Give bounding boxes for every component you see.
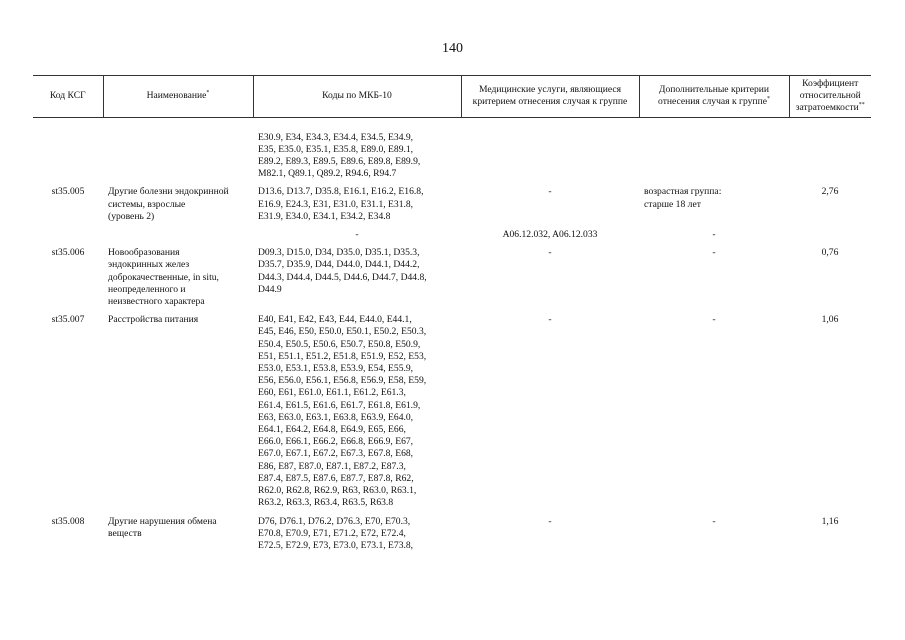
table-row xyxy=(33,132,871,181)
page-number: 140 xyxy=(442,41,463,56)
header-icd: Коды по МКБ-10 xyxy=(253,76,461,118)
extra-criteria: - xyxy=(712,229,716,241)
table-row xyxy=(33,180,871,223)
ksg-table xyxy=(33,75,871,552)
header-coef: Коэффициент относительной затратоемкости** xyxy=(789,76,871,118)
table-row xyxy=(33,241,871,308)
ksg-code: st35.006 xyxy=(51,247,85,259)
ksg-name: Другие болезни эндокринной системы, взрослые (уровень 2) xyxy=(108,186,229,222)
medical-services: A06.12.032, A06.12.033 xyxy=(502,229,598,241)
icd-codes: E40, E41, E42, E43, E44, E44.0, E44.1, E45, E46, E50, E50.0, E50.1, E50.2, E50.3, E50.4, E50.5, E50.6, E50.7, E50.8, E50.9, E51, E51.1, E51.2, E51.8, E51.9, E52, E53, E53.0, E53.1, E53.8, E53.9, E54, E55.9, E56, E56.0, E56.1, E56.8, E56.9, E58, E59, E60, E61, E61.0, E61.1, E61.2, E61.3, E61.4, E61.5, E61.6, E61.7, E61.8, E61.9, E63, E63.0, E63.1, E63.8, E63.9, E64.0, E64.1, E64.2, E64.8, E64.9, E65, E66, E66.0, E66.1, E66.2, E66.8, E66.9, E67, E67.0, E67.1, E67.2, E67.3, E67.8, E68, E86, E87, E87.0, E87.1, E87.2, E87.3, E87.4, E87.5, E87.6, E87.7, E87.8, R62, R62.0, R62.8, R62.9, R63, R63.0, R63.1, R63.2, R63.3, R63.4, R63.5, R63.8 xyxy=(258,314,427,509)
ksg-code xyxy=(33,223,103,241)
header-name: Наименование* xyxy=(103,76,253,118)
coefficient: 0,76 xyxy=(821,247,839,259)
ksg-code: st35.008 xyxy=(51,515,85,527)
ksg-name: Новообразования эндокринных желез доброкачественные, in situ, неопределенного и неизвестного характера xyxy=(108,247,219,308)
ksg-code: st35.007 xyxy=(51,314,85,326)
icd-codes: D13.6, D13.7, D35.8, E16.1, E16.2, E16.8, E16.9, E24.3, E31, E31.0, E31.1, E31.8, E31.9, E34.0, E34.1, E34.2, E34.8 xyxy=(258,186,424,222)
table-row xyxy=(33,510,871,553)
icd-codes: D76, D76.1, D76.2, D76.3, E70, E70.3, E70.8, E70.9, E71, E71.2, E72, E72.4, E72.5, E72.9, E73, E73.0, E73.1, E73.8, xyxy=(258,515,414,551)
extra-criteria: - xyxy=(712,247,716,259)
icd-codes: E30.9, E34, E34.3, E34.4, E34.5, E34.9, E35, E35.0, E35.1, E35.8, E89.0, E89.1, E89.2, E89.3, E89.5, E89.6, E89.8, E89.9, M82.1, Q89.1, Q89.2, R94.6, R94.7 xyxy=(258,131,421,180)
coefficient: 2,76 xyxy=(821,186,839,198)
ksg-name xyxy=(103,132,253,181)
ksg-code xyxy=(33,132,103,181)
medical-services: - xyxy=(548,515,552,527)
table-row xyxy=(33,223,871,241)
coefficient: 1,16 xyxy=(821,515,839,527)
coefficient xyxy=(789,132,871,181)
medical-services: - xyxy=(548,314,552,326)
extra-criteria: возрастная группа: старше 18 лет xyxy=(644,186,722,210)
coefficient xyxy=(789,223,871,241)
ksg-name: Другие нарушения обмена веществ xyxy=(108,515,217,539)
extra-criteria: - xyxy=(712,314,716,326)
ksg-name xyxy=(103,223,253,241)
icd-codes: - xyxy=(355,229,359,241)
extra-criteria: - xyxy=(712,515,716,527)
medical-services xyxy=(461,132,639,181)
coefficient: 1,06 xyxy=(821,314,839,326)
table-row xyxy=(33,308,871,509)
header-code: Код КСГ xyxy=(33,76,103,118)
ksg-name: Расстройства питания xyxy=(108,314,199,326)
header-services: Медицинские услуги, являющиеся критерием отнесения случая к группе xyxy=(461,76,639,118)
icd-codes: D09.3, D15.0, D34, D35.0, D35.1, D35.3, D35.7, D35.9, D44, D44.0, D44.1, D44.2, D44.3, D44.4, D44.5, D44.6, D44.7, D44.8, D44.9 xyxy=(258,247,427,295)
medical-services: - xyxy=(548,247,552,259)
medical-services: - xyxy=(548,186,552,198)
extra-criteria xyxy=(639,132,789,181)
table-body xyxy=(33,117,871,552)
header-criteria: Дополнительные критерии отнесения случая к группе* xyxy=(639,76,789,118)
ksg-code: st35.005 xyxy=(51,186,85,198)
table-header xyxy=(33,76,871,118)
